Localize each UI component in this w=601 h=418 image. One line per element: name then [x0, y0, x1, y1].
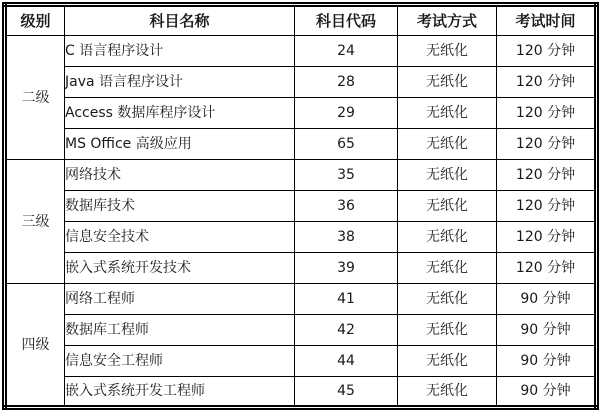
- subject-name-cell: C 语言程序设计: [65, 36, 295, 67]
- table-row: [5, 222, 597, 253]
- subject-code-cell: 39: [295, 253, 398, 284]
- table-row: [5, 98, 597, 129]
- exam-duration-cell: 120 分钟: [497, 191, 597, 222]
- exam-method-cell: 无纸化: [398, 284, 497, 315]
- table-row: [5, 284, 597, 315]
- subject-code-cell: 44: [295, 346, 398, 377]
- subject-name-cell: 网络工程师: [65, 284, 295, 315]
- level-cell: 四级: [5, 284, 65, 408]
- exam-duration-cell: 120 分钟: [497, 253, 597, 284]
- subject-code-cell: 28: [295, 67, 398, 98]
- subject-name-cell: 数据库技术: [65, 191, 295, 222]
- exam-method-cell: 无纸化: [398, 253, 497, 284]
- subject-code-cell: 45: [295, 377, 398, 408]
- exam-method-cell: 无纸化: [398, 67, 497, 98]
- level-cell: 三级: [5, 160, 65, 284]
- exam-duration-cell: 120 分钟: [497, 98, 597, 129]
- table-row: [5, 377, 597, 408]
- header-cell-exam-method: 考试方式: [398, 5, 497, 36]
- subject-code-cell: 36: [295, 191, 398, 222]
- exam-duration-cell: 120 分钟: [497, 222, 597, 253]
- exam-duration-cell: 120 分钟: [497, 160, 597, 191]
- subject-code-cell: 41: [295, 284, 398, 315]
- header-row: [5, 5, 597, 36]
- exam-duration-cell: 120 分钟: [497, 36, 597, 67]
- exam-method-cell: 无纸化: [398, 346, 497, 377]
- exam-subjects-table: [2, 2, 599, 410]
- exam-method-cell: 无纸化: [398, 98, 497, 129]
- table-row: [5, 129, 597, 160]
- table-row: [5, 191, 597, 222]
- header-cell-subject-code: 科目代码: [295, 5, 398, 36]
- header-cell-subject-name: 科目名称: [65, 5, 295, 36]
- exam-method-cell: 无纸化: [398, 36, 497, 67]
- subject-code-cell: 35: [295, 160, 398, 191]
- subject-code-cell: 29: [295, 98, 398, 129]
- exam-duration-cell: 90 分钟: [497, 315, 597, 346]
- subject-code-cell: 65: [295, 129, 398, 160]
- exam-method-cell: 无纸化: [398, 160, 497, 191]
- table-row: [5, 160, 597, 191]
- table-row: [5, 36, 597, 67]
- exam-duration-cell: 90 分钟: [497, 284, 597, 315]
- subject-name-cell: Java 语言程序设计: [65, 67, 295, 98]
- subject-name-cell: 嵌入式系统开发工程师: [65, 377, 295, 408]
- exam-duration-cell: 120 分钟: [497, 129, 597, 160]
- table-row: [5, 315, 597, 346]
- exam-duration-cell: 90 分钟: [497, 377, 597, 408]
- table-row: [5, 346, 597, 377]
- exam-duration-cell: 120 分钟: [497, 67, 597, 98]
- subject-code-cell: 24: [295, 36, 398, 67]
- subject-name-cell: 数据库工程师: [65, 315, 295, 346]
- exam-method-cell: 无纸化: [398, 377, 497, 408]
- header-cell-level: 级别: [5, 5, 65, 36]
- subject-name-cell: Access 数据库程序设计: [65, 98, 295, 129]
- subject-name-cell: 信息安全技术: [65, 222, 295, 253]
- exam-method-cell: 无纸化: [398, 191, 497, 222]
- exam-method-cell: 无纸化: [398, 222, 497, 253]
- subject-code-cell: 38: [295, 222, 398, 253]
- table-row: [5, 253, 597, 284]
- subject-name-cell: MS Office 高级应用: [65, 129, 295, 160]
- subject-name-cell: 网络技术: [65, 160, 295, 191]
- subject-name-cell: 信息安全工程师: [65, 346, 295, 377]
- subject-code-cell: 42: [295, 315, 398, 346]
- subject-name-cell: 嵌入式系统开发技术: [65, 253, 295, 284]
- level-cell: 二级: [5, 36, 65, 160]
- exam-method-cell: 无纸化: [398, 315, 497, 346]
- table-row: [5, 67, 597, 98]
- exam-duration-cell: 90 分钟: [497, 346, 597, 377]
- exam-method-cell: 无纸化: [398, 129, 497, 160]
- header-cell-exam-duration: 考试时间: [497, 5, 597, 36]
